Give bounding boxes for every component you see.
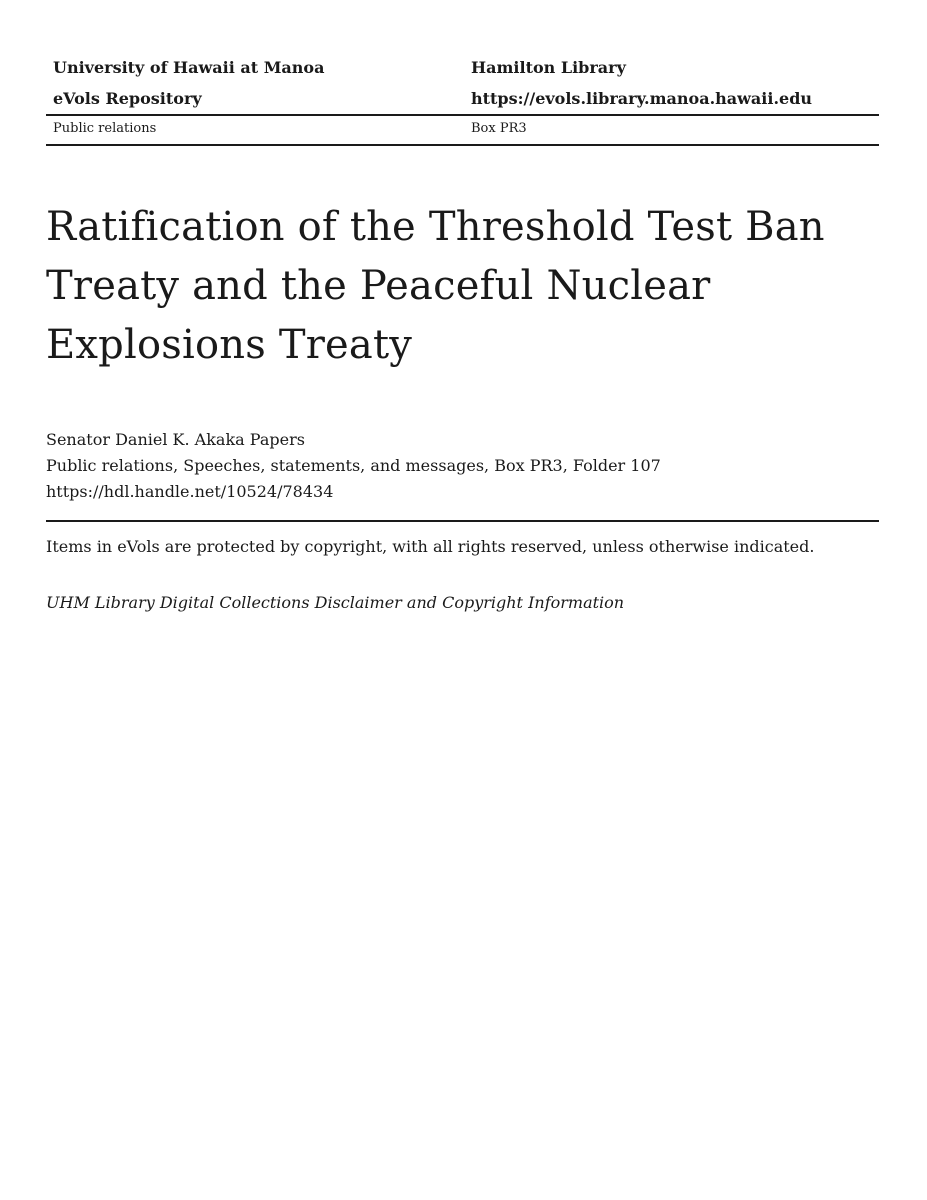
collection-name: Senator Daniel K. Akaka Papers bbox=[46, 430, 305, 449]
library-name: Hamilton Library bbox=[471, 58, 626, 77]
header-bottom-divider bbox=[46, 144, 879, 146]
document-title bbox=[46, 198, 879, 375]
folder-location: Public relations, Speeches, statements, and messages, Box PR3, Folder 107 bbox=[46, 456, 661, 475]
header-block bbox=[46, 52, 879, 146]
disclaimer-link[interactable]: UHM Library Digital Collections Disclaimer and Copyright Information bbox=[46, 593, 625, 612]
handle-link[interactable]: https://hdl.handle.net/10524/78434 bbox=[46, 482, 334, 501]
title-line: Explosions Treaty bbox=[46, 322, 413, 368]
title-line: Treaty and the Peaceful Nuclear bbox=[46, 263, 711, 309]
header-row-3 bbox=[46, 116, 879, 144]
box-label: Box PR3 bbox=[471, 121, 527, 136]
header-row-2 bbox=[46, 83, 879, 114]
copyright-notice: Items in eVols are protected by copyright, with all rights reserved, unless otherwise indicated. bbox=[46, 537, 815, 556]
repository-url: https://evols.library.manoa.hawaii.edu bbox=[471, 89, 813, 108]
collection-section: Public relations bbox=[53, 121, 157, 136]
document-metadata bbox=[46, 427, 879, 505]
header-row-1 bbox=[46, 52, 879, 83]
institution-name: University of Hawaii at Manoa bbox=[53, 58, 325, 77]
document-page bbox=[46, 52, 879, 616]
metadata-divider bbox=[46, 520, 879, 522]
repository-name: eVols Repository bbox=[53, 89, 202, 108]
title-line: Ratification of the Threshold Test Ban bbox=[46, 204, 825, 250]
